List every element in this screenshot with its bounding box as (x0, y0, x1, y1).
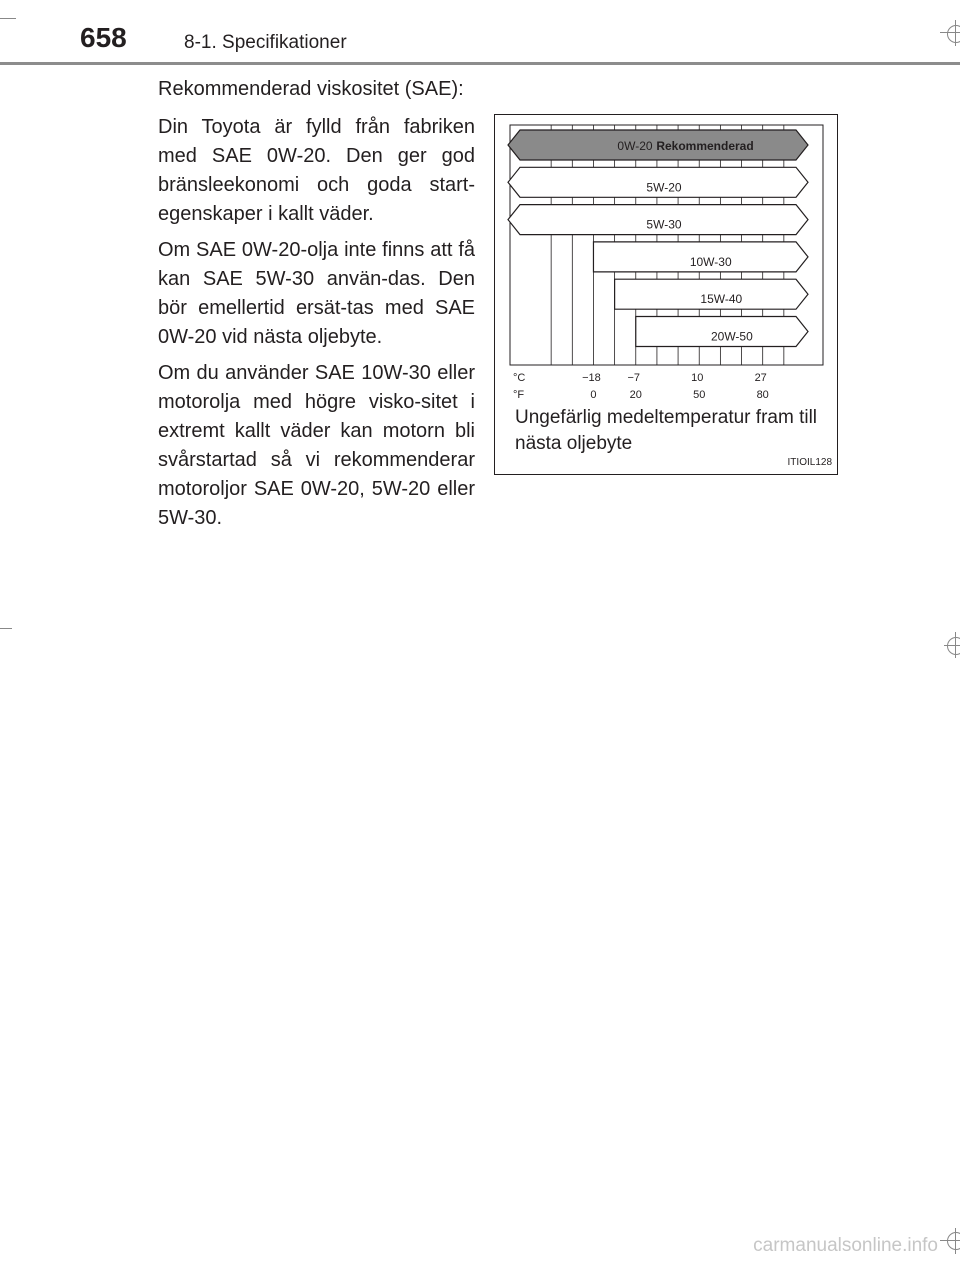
celsius-tick-label: 27 (754, 372, 767, 384)
header-rule (0, 62, 960, 65)
figure-caption: Ungefärlig medeltemperatur fram till nästa oljebyte (515, 407, 818, 454)
figure-code: ITIOIL128 (787, 457, 832, 468)
celsius-tick-label: 10 (691, 372, 704, 384)
oil-grade-label: 0W-20 (617, 139, 653, 153)
crop-mark (0, 628, 12, 629)
paragraph-cold-weather: Om du använder SAE 10W-30 eller motorolja med högre visko-sitet i extremt kallt väder kan motorn bli svårstartad så vi rekommenderar motoroljor SAE 0W-20, 5W-20 eller 5W-30. (158, 362, 475, 529)
section-title: 8-1. Specifikationer (184, 32, 347, 53)
paragraph-factory-oil: Din Toyota är fylld från fabriken med SAE 0W-20. Den ger god bränsleekonomi och goda start-egenskaper i kallt väder. (158, 116, 475, 225)
celsius-tick-label: −7 (627, 372, 641, 384)
crop-circle (947, 1232, 960, 1250)
oil-grade-label: 5W-30 (646, 217, 682, 232)
viscosity-figure (494, 114, 838, 475)
oil-grade-label: 5W-20 (646, 180, 682, 195)
fahrenheit-tick-label: 50 (693, 389, 706, 401)
recommended-label: Rekommenderad (656, 139, 754, 153)
oil-grade-label: 15W-40 (700, 292, 743, 307)
subheading: Rekommenderad viskositet (SAE): (158, 78, 464, 100)
body-text (158, 113, 475, 540)
crop-mark (0, 18, 16, 19)
crop-circle (947, 637, 960, 655)
paragraph-alternative-oil: Om SAE 0W-20-olja inte finns att få kan SAE 5W-30 använ-das. Den bör emellertid ersät-tas med SAE 0W-20 vid nästa oljebyte. (158, 239, 475, 348)
fahrenheit-unit-label: °F (513, 389, 525, 401)
fahrenheit-tick-label: 0 (590, 389, 597, 401)
fahrenheit-tick-label: 80 (756, 389, 769, 401)
oil-grade-label: 10W-30 (689, 254, 732, 269)
celsius-tick-label: −18 (582, 372, 601, 384)
watermark: carmanualsonline.info (753, 1235, 938, 1256)
page-number: 658 (80, 22, 127, 53)
crop-circle (947, 25, 960, 43)
fahrenheit-tick-label: 20 (629, 389, 642, 401)
oil-grade-label: 20W-50 (710, 329, 753, 344)
celsius-unit-label: °C (513, 372, 526, 384)
